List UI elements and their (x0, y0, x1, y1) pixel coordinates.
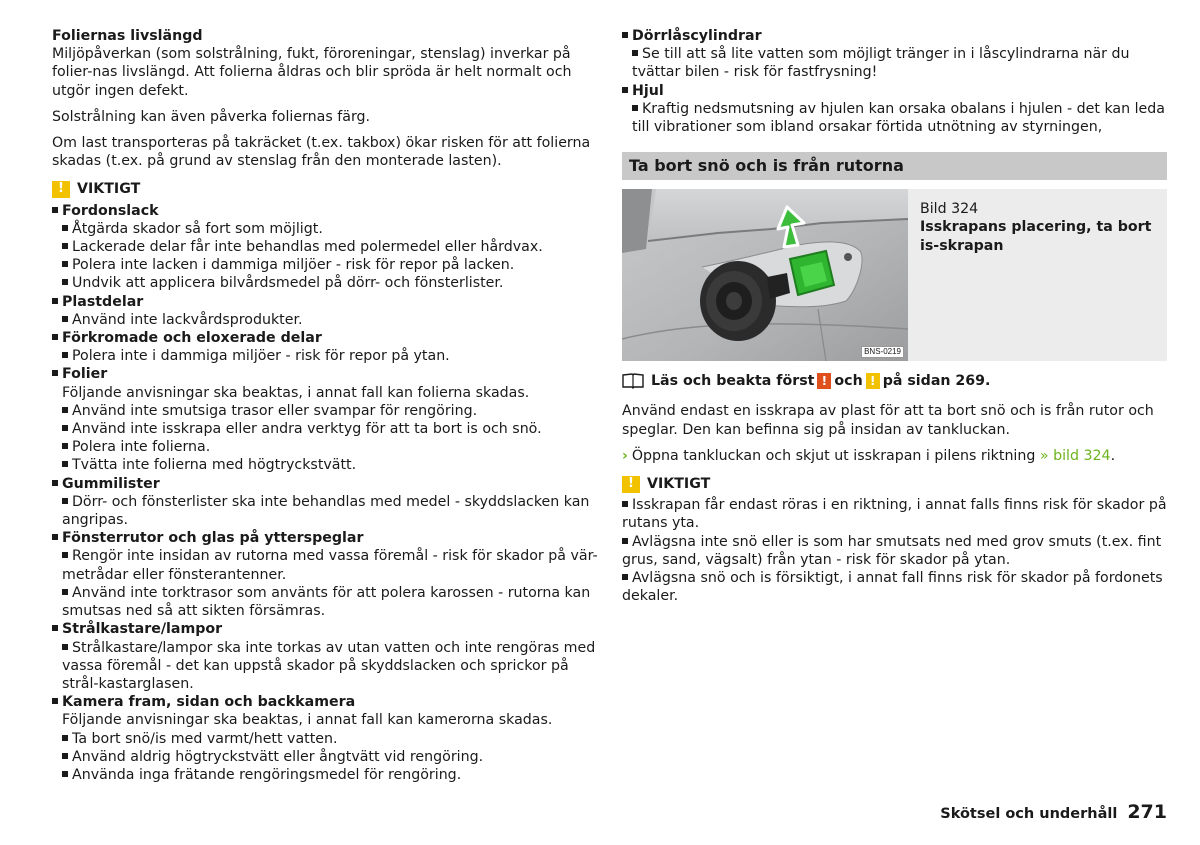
bullet-text: Använda inga frätande rengöringsmedel för rengöring. (72, 766, 462, 783)
section-heading (622, 152, 1167, 180)
bullet-item (52, 639, 598, 694)
group-title-text: Dörrlåscylindrar (632, 28, 762, 44)
bullet-square-icon (62, 552, 68, 558)
bullet-square-icon (52, 334, 58, 340)
group-title-text: Folier (62, 366, 108, 383)
bullet-item (52, 730, 598, 748)
bullet-item (622, 45, 1167, 81)
bullet-square-icon (62, 461, 68, 467)
bullet-text: Polera inte folierna. (72, 439, 211, 456)
step-end: . (1110, 447, 1116, 464)
bullet-square-icon (632, 105, 638, 111)
care-instruction-list (622, 27, 1167, 136)
warning-title: VIKTIGT (647, 476, 711, 493)
heading-film-lifetime: Foliernas livslängd (52, 28, 203, 44)
book-icon (622, 373, 644, 389)
bullet-text: Lackerade delar får inte behandlas med polermedel eller hårdvax. (72, 239, 543, 256)
warning-list (622, 496, 1167, 605)
caution-icon: ! (866, 373, 880, 389)
bullet-text: Åtgärda skador så fort som möjligt. (72, 220, 323, 237)
fuel-flap-ice-scraper-illustration (622, 189, 908, 361)
figure-link[interactable]: » bild 324 (1039, 447, 1111, 464)
danger-icon: ! (817, 373, 831, 389)
bullet-square-icon (622, 574, 628, 580)
warning-icon: ! (622, 476, 640, 493)
bullet-square-icon (62, 225, 68, 231)
chapter-label: Skötsel och underhåll (940, 806, 1118, 822)
group-title (52, 202, 598, 220)
bullet-square-icon (622, 87, 628, 93)
group-title-text: Kamera fram, sidan och backkamera (62, 694, 356, 711)
bullet-square-icon (62, 279, 68, 285)
bullet-square-icon (52, 298, 58, 304)
warning-item-text: Avlägsna snö och is försiktigt, i annat fall finns risk för skador på fordonets dekaler. (622, 570, 1163, 605)
bullet-square-icon (52, 534, 58, 540)
group-title-text: Förkromade och eloxerade delar (62, 330, 322, 347)
group-title-text: Fönsterrutor och glas på ytterspeglar (62, 530, 364, 547)
group-title-text: Plastdelar (62, 293, 144, 310)
bullet-text: Rengör inte insidan av rutorna med vassa föremål - risk för skador på vär-metrådar eller fönsterantenner. (62, 548, 598, 583)
bullet-square-icon (632, 50, 638, 56)
bullet-square-icon (52, 480, 58, 486)
bullet-item (52, 748, 598, 766)
bullet-square-icon (622, 501, 628, 507)
reference-middle: och (834, 373, 863, 390)
reference-suffix: på sidan 269. (882, 373, 991, 390)
bullet-item (52, 438, 598, 456)
bullet-item (52, 584, 598, 620)
warning-item-text: Isskrapan får endast röras i en riktning, i annat falls finns risk för skador på rutans yta. (622, 497, 1167, 532)
bullet-square-icon (62, 243, 68, 249)
bullet-text: Strålkastare/lampor ska inte torkas av utan vatten och inte rengöras med vassa föremål - det kan uppstå skador på skyddslacken och sprickor på strål-kastarglasen. (62, 639, 596, 692)
bullet-item (52, 547, 598, 583)
group-intro: Följande anvisningar ska beaktas, i annat fall kan folierna skadas. (62, 384, 530, 401)
group-title (52, 475, 598, 493)
bullet-square-icon (62, 735, 68, 741)
bullet-text: Polera inte lacken i dammiga miljöer - risk för repor på lacken. (72, 257, 515, 274)
bullet-square-icon (62, 352, 68, 358)
figure-code: BNS-0219 (861, 346, 904, 358)
section-title: Ta bort snö och is från rutorna (629, 156, 904, 176)
warning-header (52, 180, 598, 198)
warning-header (622, 475, 1167, 493)
cross-reference (622, 372, 1167, 390)
figure-number: Bild 324 (920, 201, 979, 218)
bullet-item (52, 420, 598, 438)
page-footer (940, 803, 1167, 823)
bullet-square-icon (52, 207, 58, 213)
group-intro: Följande anvisningar ska beaktas, i annat fall kan kamerorna skadas. (62, 712, 553, 729)
left-column (52, 27, 598, 784)
bullet-square-icon (52, 625, 58, 631)
bullet-square-icon (62, 753, 68, 759)
figure-caption (908, 189, 1167, 361)
bullet-item (52, 256, 598, 274)
bullet-square-icon (62, 771, 68, 777)
bullet-item (52, 311, 598, 329)
care-instruction-list (52, 202, 598, 785)
bullet-text: Kraftig nedsmutsning av hjulen kan orsaka obalans i hjulen - det kan leda till vibrationer som ibland orsakar förtida utnötning av styrningen, (632, 100, 1165, 136)
bullet-text: Ta bort snö/is med varmt/hett vatten. (72, 730, 338, 747)
bullet-square-icon (52, 698, 58, 704)
bullet-text: Använd inte smutsiga trasor eller svampar för rengöring. (72, 402, 478, 419)
bullet-square-icon (622, 32, 628, 38)
bullet-text: Använd inte isskrapa eller andra verktyg för att ta bort is och snö. (72, 421, 542, 438)
group-title-text: Strålkastare/lampor (62, 621, 223, 638)
group-title-text: Gummilister (62, 475, 160, 492)
group-title (622, 27, 1167, 45)
bullet-square-icon (62, 644, 68, 650)
paragraph: Använd endast en isskrapa av plast för att ta bort snö och is från rutor och speglar. Den kan befinna sig på insidan av tankluckan. (622, 403, 1154, 438)
bullet-item (52, 402, 598, 420)
group-title (52, 293, 598, 311)
bullet-square-icon (62, 261, 68, 267)
bullet-item (52, 347, 598, 365)
bullet-item (52, 456, 598, 474)
warning-title: VIKTIGT (77, 181, 141, 198)
bullet-item (52, 274, 598, 292)
group-title (52, 693, 598, 711)
reference-prefix: Läs och beakta först (651, 373, 815, 390)
bullet-square-icon (62, 425, 68, 431)
bullet-item (52, 220, 598, 238)
group-title-text: Fordonslack (62, 202, 159, 219)
right-column (622, 27, 1167, 605)
group-title-text: Hjul (632, 82, 664, 99)
figure-caption-text: Isskrapans placering, ta bort is-skrapan (920, 219, 1152, 254)
bullet-text: Polera inte i dammiga miljöer - risk för repor på ytan. (72, 348, 450, 365)
illustration-svg (622, 189, 908, 361)
step-arrow-icon: › (622, 447, 628, 464)
group-title (52, 529, 598, 547)
bullet-text: Se till att så lite vatten som möjligt tränger in i låscylindrarna när du tvättar bilen - risk för fastfrysning! (632, 46, 1130, 81)
group-title (52, 329, 598, 347)
bullet-text: Undvik att applicera bilvårdsmedel på dörr- och fönsterlister. (72, 275, 504, 292)
paragraph: Miljöpåverkan (som solstrålning, fukt, föroreningar, stenslag) inverkar på folier-nas livslängd. Att folierna åldras och blir spröda är helt normalt och utgör ingen defekt. (52, 46, 572, 99)
bullet-square-icon (62, 443, 68, 449)
bullet-text: Dörr- och fönsterlister ska inte behandlas med medel - skyddslacken kan angripas. (62, 493, 590, 529)
bullet-item (52, 238, 598, 256)
instruction-step (622, 447, 1167, 465)
warning-icon: ! (52, 181, 70, 198)
figure (622, 189, 1167, 361)
bullet-square-icon (62, 589, 68, 595)
bullet-square-icon (62, 407, 68, 413)
bullet-item (52, 493, 598, 529)
bullet-text: Använd inte lackvårdsprodukter. (72, 311, 303, 328)
group-title (622, 82, 1167, 100)
bullet-item (622, 100, 1167, 136)
bullet-square-icon (622, 538, 628, 544)
bullet-square-icon (62, 498, 68, 504)
bullet-text: Använd aldrig högtryckstvätt eller ångtvätt vid rengöring. (72, 748, 484, 765)
bullet-text: Använd inte torktrasor som använts för att polera karossen - rutorna kan smutsas ned så att sikten försämras. (62, 584, 591, 620)
bullet-square-icon (62, 316, 68, 322)
group-title (52, 620, 598, 638)
bullet-square-icon (52, 370, 58, 376)
paragraph: Om last transporteras på takräcket (t.ex. takbox) ökar risken för att folierna skadas (t.ex. på grund av stenslag från den monterade lasten). (52, 135, 591, 170)
warning-item (622, 533, 1167, 569)
bullet-item (52, 766, 598, 784)
step-text: Öppna tankluckan och skjut ut isskrapan i pilens riktning (631, 447, 1036, 464)
page-number: 271 (1127, 801, 1167, 823)
bullet-text: Tvätta inte folierna med högtryckstvätt. (72, 457, 357, 474)
group-title (52, 365, 598, 383)
warning-item-text: Avlägsna inte snö eller is som har smutsats ned med grov smuts (t.ex. fint grus, sand, vägsalt) från ytan - risk för skador på ytan. (622, 533, 1162, 568)
warning-item (622, 496, 1167, 532)
paragraph: Solstrålning kan även påverka foliernas färg. (52, 108, 371, 125)
warning-item (622, 569, 1167, 605)
